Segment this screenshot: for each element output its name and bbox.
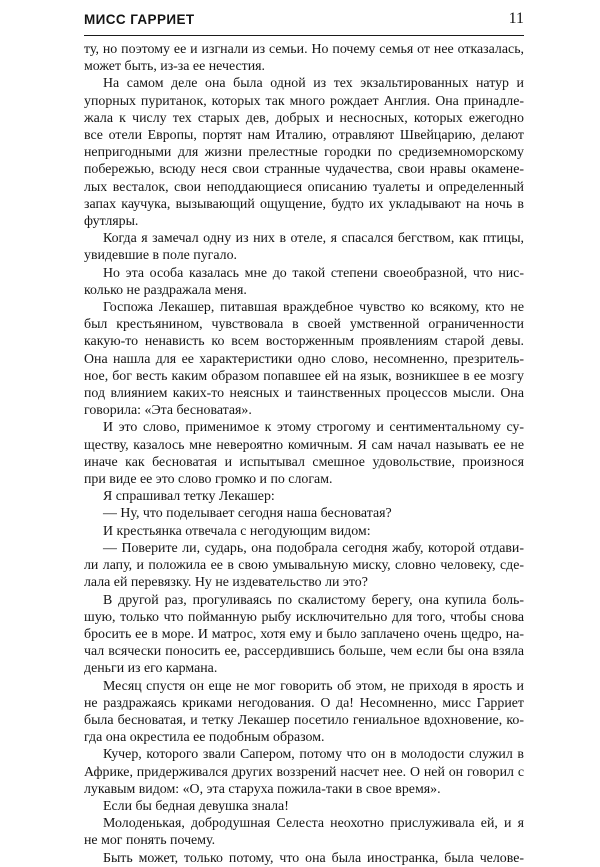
paragraph [84,815,524,849]
text-line: жала к числу тех старых дев, добрых и несносных, которых ежегодно [84,110,524,126]
text-line: Когда я замечал одну из них в отеле, я спасался бегством, как птицы, [103,231,524,247]
paragraph [84,850,524,867]
paragraph [84,678,524,747]
paragraph [84,230,524,264]
text-line: Я спрашивал тетку Лекашер: [103,489,275,505]
paragraph [84,488,524,505]
text-line: — Ну, что поделывает сегодня наша бесноватая? [103,506,392,522]
text-line: Быть может, только потому, что она была иностранка, была челове- [103,850,524,866]
text-line: говорила: «Эта бесноватая». [84,403,252,419]
text-line: И это слово, применимое к этому строгому и сентиментальному су- [103,420,524,436]
text-line: Если бы бедная девушка знала! [103,798,289,814]
text-line: И крестьянка отвечала с негодующим видом: [103,523,371,539]
text-line: — Поверите ли, сударь, она подобрала сегодня жабу, которой отдави- [103,540,524,556]
text-line: Госпожа Лекашер, питавшая враждебное чувство ко всякому, кто не [103,300,524,316]
text-line: увидевшие в поле пугало. [84,248,238,264]
paragraph [84,540,524,592]
text-line: Молоденькая, добродушная Селеста неохотно прислуживала ей, и я [103,816,524,832]
text-line: не мог понять почему. [84,833,216,849]
text-line: чал всячески поносить ее, рассердившись больше, чем если бы она взяла [84,644,524,660]
text-line: колько не раздражала меня. [84,282,247,298]
text-line: ту, но поэтому ее и изгнали из семьи. Но почему семья от нее отказалась, [84,42,524,57]
text-line: лала ей перевязку. Ну не издевательство ли это? [84,575,368,591]
page-number: 11 [508,10,524,27]
paragraph [84,265,524,299]
text-line: запах каучука, вызывающий ощущение, будто их укладывают на ночь в [84,196,524,212]
text-line: иначе как бесноватая и испытывал смешное удовольствие, произнося [84,454,524,470]
text-line: На самом деле она была одной из тех экзальтированных натур и [103,76,524,92]
header-rule [84,35,524,36]
text-line: под влиянием каких-то неясных и таинственных процессов мысли. Она [84,386,524,402]
text-line: деньги из его кармана. [84,661,218,677]
paragraph [84,798,524,815]
paragraph [84,41,524,75]
text-line: В другой раз, прогуливаясь по скалистому берегу, она купила боль- [103,592,524,608]
text-line: упорных пуританок, которых так много рождает Англия. Она принадле- [84,93,524,109]
text-line: лукавым видом: «О, эта старуха пожила-таки в свое время». [84,781,441,797]
paragraph [84,592,524,678]
paragraph [84,523,524,540]
text-line: бросить ее в море. И матрос, хотя ему и было заплачено очень щедро, на- [84,626,524,642]
body-text [84,41,524,867]
text-line: Месяц спустя он еще не мог говорить об этом, не приходя в ярость и [103,678,524,694]
text-line: не раздражаясь криками негодования. О да! Несомненно, мисс Гарриет [84,695,524,711]
paragraph [84,75,524,230]
text-line: шую, только что пойманную рыбу исключительно для того, чтобы снова [84,609,524,625]
text-line: может быть, из-за ее нечестия. [84,59,266,75]
text-line: была бесноватая, и тетку Лекашер посетило гениальное вдохновение, ко- [84,712,524,728]
text-line: все отели Европы, портят нам Италию, отравляют Швейцарию, делают [84,128,524,144]
text-line: побережью, всюду неся свои странные чудачества, свои нравы окамене- [84,162,524,178]
paragraph [84,299,524,419]
text-line: Африке, придерживался других воззрений насчет нее. О ней он говорил с [84,764,524,780]
text-line: был крестьянином, чувствовала в своей умственной ограниченности [84,317,524,333]
text-line: ное, бог весть каким образом попавшее ей на язык, возникшее в ее мозгу [84,368,524,384]
text-line: Она нашла для ее характеристики одно слово, несомненно, презритель- [84,351,524,367]
page-header [84,10,524,36]
text-line: Кучер, которого звали Сапером, потому что он в молодости служил в [103,747,524,763]
text-line: лых весталок, свои неподдающиеся описанию туалеты и определенный [84,179,524,195]
text-line: ществу, казалось мне невероятно комичным. Я сам начал называть ее не [84,437,524,453]
text-line: какую-то ненависть ко всем восторженным проявлениям старой девы. [84,334,524,350]
text-line: Но эта особа казалась мне до такой степени своеобразной, что нис- [103,265,524,281]
text-line: гда она окрестила ее подобным образом. [84,730,325,746]
text-line: непригодными для жизни прелестные городки по средиземноморскому [84,145,524,161]
paragraph [84,746,524,798]
running-title: МИСС ГАРРИЕТ [84,12,195,27]
paragraph [84,419,524,488]
text-line: футляры. [84,214,139,230]
paragraph [84,505,524,522]
text-line: при виде ее это слово громко и по слогам. [84,472,333,488]
text-line: ли лапу, и положила ее в свою умывальную миску, словно человеку, сде- [84,558,524,574]
